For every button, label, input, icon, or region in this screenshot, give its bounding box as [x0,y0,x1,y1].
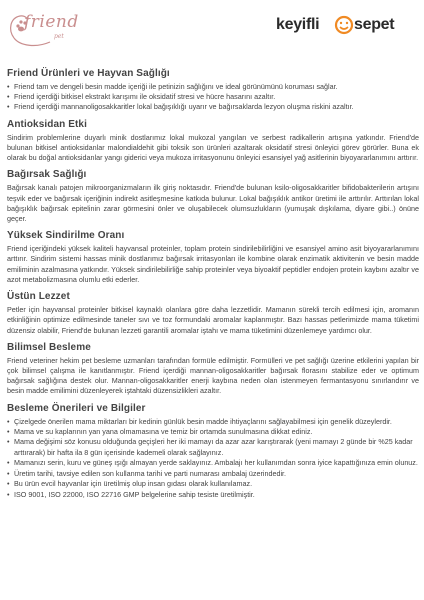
friend-logo-text: friend [24,12,79,32]
list-item: • Mama ve su kaplarının yan yana olmamasına ve temiz bir ortamda sunulmasına dikkat ediniz. [7,427,419,437]
bullet-list-besleme [7,417,419,501]
list-item: • Friend tam ve dengeli besin madde içeriği ile petinizin sağlığını ve ideal görünümünü koruması sağlar. [7,82,419,92]
list-item: • Friend içerdiği mannanoligosakkaritler lokal bağışıklığı uyarır ve bağırsaklarda lezyon oluşma riskini azaltır. [7,102,419,112]
list-item: • Çizelgede önerilen mama miktarları bir kedinin günlük besin madde ihtiyaçlarını sağlayabilmesi için genelik düzeylerdir. [7,417,419,427]
list-item: • Friend içerdiği bitkisel ekstrakt karışımı ile oksidatif stresi ve hücre hasarını azaltır. [7,92,419,102]
paragraph-bagirsak: Bağırsak kanalı patojen mikroorganizmaların ilk giriş noktasıdır. Friend'de bulunan ksilo-oligosakkaritler bifidobakterilerin artışını teşvik eder ve bağırsak içeriğinin indirekt asitleşmesine katkıda bulunur. Lokal bağışıklık antikor üretimi ile arttırılır. Arttırılan lokal bağışıklık bağırsak epitelinin zarar görmesini önler ve oluşabilecek olumsuzlukların (yumuşak dışkılama, diyare gibi..) önüne geçer. [7,183,419,223]
section-title-antioksidan: Antioksidan Etki [7,118,87,130]
page-header [0,0,424,62]
section-title-bilimsel: Bilimsel Besleme [7,341,91,353]
section-title-sindirilme: Yüksek Sindirilme Oranı [7,230,125,242]
list-item: • Mama değişimi söz konusu olduğunda geçişleri her iki mamayı da azar azar karıştırarak (yeni mamayı 2 günde bir %25 kadar arttırarak) bir hafta ila 8 gün içerisinde kademeli olarak sağlayınız. [7,437,419,458]
keyifli-logo-text: keyifli [276,16,320,33]
section-title-urunler: Friend Ürünleri ve Hayvan Sağlığı [7,68,170,79]
paragraph-lezzet: Petler için hayvansal proteinler bitkisel kaynaklı olanlara göre daha lezzetlidir. Mamanın sürekli tercih edilmesi için, aromanın etkinliğinin optimize edilmesinde taneler sıvı ve toz formundaki aromalar kaplanmıştır. Bazı hassas petlerimizde mama tüketimi düzensiz olabilir, Friend'de bulunan lezzeti garantili aromalar iştahı ve mama tüketimini düzenlemeye yardımcı olur. [7,305,419,335]
section-title-lezzet: Üstün Lezzet [7,291,70,303]
friend-pet-logo [6,8,78,52]
friend-logo-subtext: pet [54,33,64,40]
smiley-icon [334,14,354,36]
keyifli-sepet-logo [276,12,418,46]
list-item: • Mamanızı serin, kuru ve güneş ışığı almayan yerde saklayınız. Ambalajı her kullanımdan sonra iyice kapattığınıza emin olunuz. [7,458,419,468]
paragraph-antioksidan: Sindirim problemlerine duyarlı minik dostlarımız lokal mukozal yangıları ve serbest radikallerin artışına yatkındır. Friend'de bulunan bitkisel antioksidanlar malondialdehit gibi toksik son ürünleri azaltarak oksidatif stresi önleyici görev görürler. Buna ek olarak bu doğal antioksidanlar yangı giderici veya mukoza irritasyonunu önleyici esansiyel yağ asitlerinin biyoyararlanımını arttırır. [7,132,419,163]
document-body [7,68,419,500]
bullet-list-urunler [7,82,419,113]
list-item: • Üretim tarihi, tavsiye edilen son kullanma tarihi ve parti numarası ambalaj üzerindedir. [7,469,419,479]
list-item: • ISO 9001, ISO 22000, ISO 22716 GMP belgelerine sahip tesiste üretilmiştir. [7,490,419,500]
sepet-logo-text: sepet [354,16,395,33]
paragraph-bilimsel: Friend veteriner hekim pet besleme uzmanları tarafından formüle edilmiştir. Formülleri ve pet sağlığı üzerine etkilerini yapılan bir çok bilimsel çalışma ile kanıtlanmıştır. Friend içerdiği mannan-oligosakkaritler bağırsak florasını stabilize eder ve optimum bağırsak sağlığına destek olur. Mannan-oligosakkaritler enerji kaybına neden olan istenmeyen fermantasyonu sınırlandırır ve besin madde emilimini düzenleyerek iştahtaki düzensizlikleri azaltır. [7,355,419,396]
section-title-bagirsak: Bağırsak Sağlığı [7,169,87,181]
list-item: • Bu ürün evcil hayvanlar için üretilmiş olup insan gıdası olarak kullanılamaz. [7,479,419,489]
section-title-besleme: Besleme Önerileri ve Bilgiler [7,402,146,414]
paragraph-sindirilme: Friend içeriğindeki yüksek kaliteli hayvansal proteinler, toplam protein sindirilebilirliğini ve esansiyel amino asit biyoyararlanımını arttırır. Sindirim sistemi hassas minik dostlarımız bağırsak irritasyonları ile kombine olarak enzimatik aktivitenin ve besin madde emiliminin azalmasına yatkındır. Yüksek sindirilebilirliğe sahip proteinler veya biyoaktif peptidler endojen protein kaybını azaltır ve azot metabolizmasına olumlu etki ederler. [7,244,419,284]
